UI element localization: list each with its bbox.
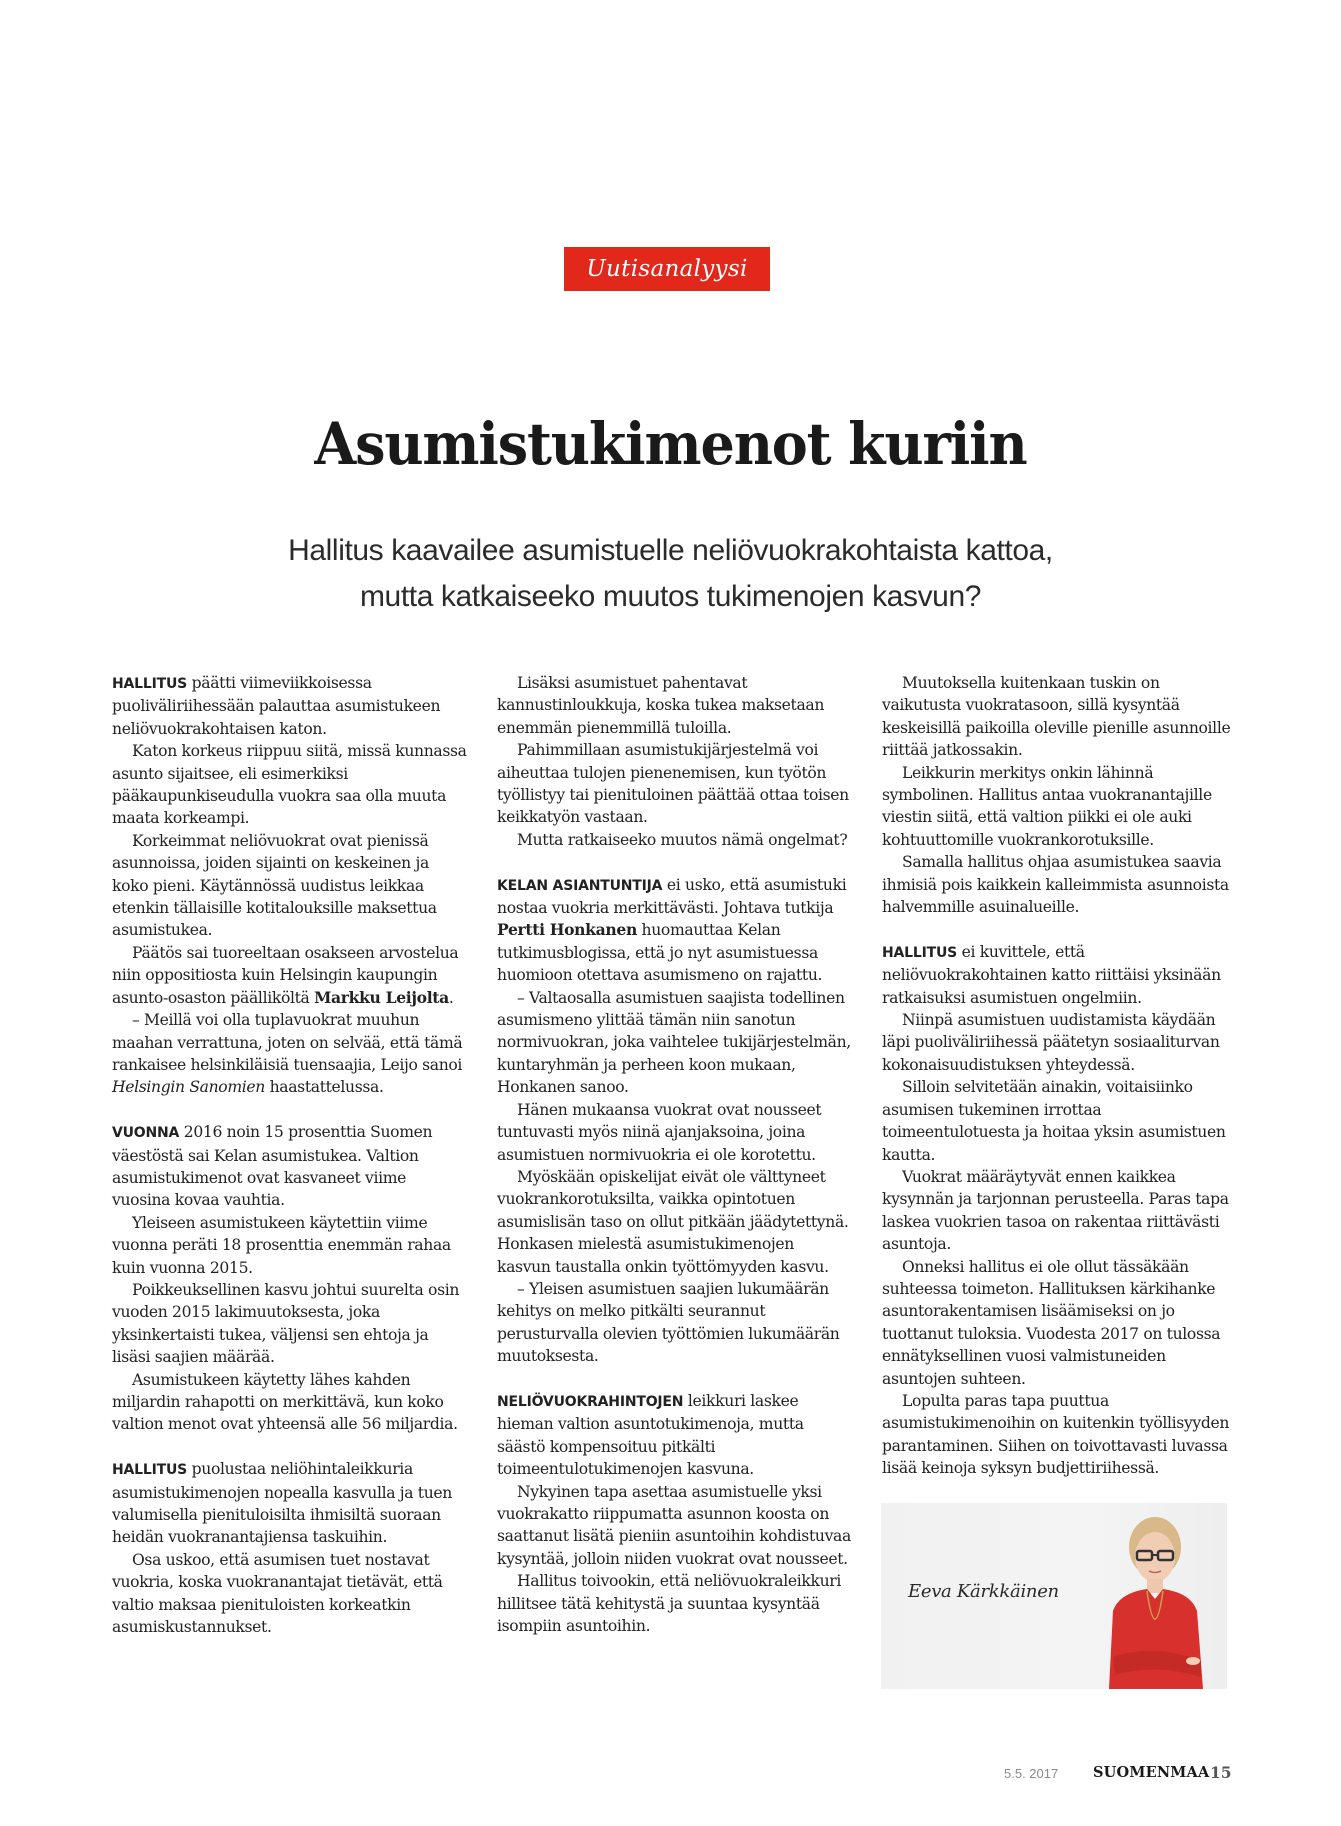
lead-in: KELAN ASIANTUNTIJA — [497, 877, 663, 894]
paragraph: Leikkurin merkitys onkin lähinnä symbolinen. Hallitus antaa vuokranantajille viestin siitä, että valtion piikki ei ole auki kohtuuttomille vuokrankorotuksille. — [882, 763, 1212, 849]
issue-date: 5.5. 2017 — [1004, 1766, 1059, 1781]
paragraph: Vuokrat määräytyvät ennen kaikkea kysynnän ja tarjonnan perusteella. Paras tapa laskea vuokrien tasoa on rakentaa riittävästi asuntoja. — [882, 1167, 1229, 1254]
face-shape — [1135, 1532, 1175, 1582]
paragraph: Nykyinen tapa asettaa asumistuelle yksi vuokrakatto riippumatta asunnon koosta on saattanut lisätä pieniin asuntoihin kohdistuvaa kysyntää, jolloin niiden vuokrat ovat nousseet. — [497, 1482, 851, 1568]
paragraph — [112, 942, 467, 1009]
paragraph-text: ei usko, että asumistuki nostaa vuokria merkittävästi. Johtava tutkija — [497, 875, 847, 918]
paragraph: Onneksi hallitus ei ole ollut tässäkään suhteessa toimeton. Hallituksen kärkihanke asuntorakentamisen lisäämiseksi on jo tuottanut tuloksia. Vuodesta 2017 on tulossa ennätyksellinen vuosi valmistuneiden asuntojen suhteen. — [882, 1257, 1221, 1388]
paragraph: Osa uskoo, että asumisen tuet nostavat vuokria, koska vuokranantajat tietävät, että valtio maksaa pienituloisten korkeatkin asumiskustannukset. — [112, 1550, 443, 1637]
paragraph — [497, 874, 852, 987]
paragraph: Samalla hallitus ohjaa asumistukea saavia ihmisiä pois kaikkein kalleimmista asunnoista halvemmille asuinalueille. — [882, 853, 1229, 917]
hand-shape — [1186, 1657, 1200, 1665]
author-name: Eeva Kärkkäinen — [908, 1581, 1059, 1602]
author-photo — [881, 1503, 1227, 1689]
paragraph: Hallitus toivookin, että neliövuokraleikkuri hillitsee tätä kehitystä ja suuntaa kysyntää isompiin asuntoihin. — [497, 1572, 842, 1636]
person-name: Pertti Honkanen — [497, 920, 637, 940]
paragraph — [497, 1390, 852, 1481]
lead-in: VUONNA — [112, 1125, 180, 1142]
shirt-shape — [1109, 1589, 1203, 1689]
paragraph-text: . — [448, 988, 454, 1007]
paragraph-text: huomauttaa Kelan tutkimusblogissa, että jo nyt asumistuessa huomioon otettava asumismeno on rajattu. — [497, 921, 823, 985]
paragraph: Asumistukeen käytetty lähes kahden miljardin rahapotti on merkittävä, kun koko valtion menot ovat yhteensä alle 56 miljardia. — [112, 1370, 458, 1434]
paragraph — [112, 1121, 467, 1212]
paragraph: Myöskään opiskelijat eivät ole välttyneet vuokrankorotuksilta, vaikka opintotuen asumislisän taso on ollut pitkään jäädytettynä. Honkasen mielestä asumistukimenojen kasvun taustalla onkin työttömyyden kasvu. — [497, 1167, 849, 1276]
quote-paragraph: – Valtaosalla asumistuen saajista todellinen asumismeno ylittää tämän niin sanotun normivuokran, joka vaihtelee tukijärjestelmän, kuntaryhmän ja perheen koon mukaan, Honkanen sanoo. — [497, 988, 851, 1097]
paragraph — [112, 1458, 467, 1549]
author-portrait-illustration — [1089, 1507, 1221, 1689]
paragraph: Muutoksella kuitenkaan tuskin on vaikutusta vuokratasoon, sillä kysyntää keskeisillä paikoilla oleville pienille asunnoille riittää jatkossakin. — [882, 674, 1231, 760]
lead-in: HALLITUS — [112, 676, 188, 692]
article-subheading — [0, 528, 1341, 620]
paragraph-text: haastattelussa. — [264, 1078, 384, 1097]
neck-shape — [1147, 1579, 1163, 1593]
publication-name: Helsingin Sanomien — [112, 1078, 265, 1097]
article-column-1 — [112, 672, 467, 1638]
lead-in: NELIÖVUOKRAHINTOJEN — [497, 1393, 684, 1410]
article-column-3 — [882, 672, 1237, 1480]
publication-name-footer: SUOMENMAA — [1093, 1764, 1210, 1781]
quote-paragraph: – Yleisen asumistuen saajien lukumäärän kehitys on melko pitkälti seurannut perusturvalla olevien työttömien lukumäärän muutoksesta. — [497, 1279, 840, 1366]
paragraph: Pahimmillaan asumistukijärjestelmä voi aiheuttaa tulojen pienenemisen, kun työtön työllistyy tai pienituloinen päättää ottaa toisen keikkatyön vastaan. — [497, 741, 849, 827]
paragraph: Yleiseen asumistukeen käytettiin viime vuonna peräti 18 prosenttia enemmän rahaa kuin vuonna 2015. — [112, 1213, 451, 1277]
paragraph-text: – Meillä voi olla tuplavuokrat muuhun maahan verrattuna, joten on selvää, että tämä rankaisee helsinkiläisiä tuensaajia, Leijo sanoi — [112, 1011, 463, 1074]
paragraph: Mutta ratkaiseeko muutos nämä ongelmat? — [517, 830, 848, 849]
lead-in: HALLITUS — [112, 1462, 188, 1479]
paragraph-text: puolustaa neliöhintaleikkuria asumistukimenojen nopealla kasvulla ja tuen valumisella pienituloisilta ihmisiltä suoraan heidän vuokranantajiensa taskuihin. — [112, 1460, 452, 1547]
paragraph-text: päätti viimeviikkoisessa puoliväliriihessään palauttaa asumistukeen neliövuokrakohtaisen katon. — [112, 674, 441, 738]
quote-paragraph — [112, 1009, 467, 1099]
paragraph: Silloin selvitetään ainakin, voitaisiinko asumisen tukeminen irrottaa toimeentulotuesta ja hoitaa yksin asumistuen kautta. — [882, 1078, 1226, 1164]
paragraph — [112, 672, 467, 740]
paragraph-text: 2016 noin 15 prosenttia Suomen väestöstä sai Kelan asumistukea. Valtion asumistukimenot ovat kasvaneet viime vuosina kovaa vauhtia. — [112, 1123, 433, 1210]
paragraph: Poikkeuksellinen kasvu johtui suurelta osin vuoden 2015 lakimuutoksesta, joka yksinkertaisti tukea, väljensi sen ehtoja ja lisäsi saajien määrää. — [112, 1280, 460, 1367]
paragraph: Niinpä asumistuen uudistamista käydään läpi puoliväliriihessä päätetyn sosiaaliturvan kokonaisuudistuksen yhteydessä. — [882, 1011, 1220, 1074]
person-name: Markku Leijolta — [314, 987, 449, 1007]
paragraph-text: leikkuri laskee hieman valtion asuntotukimenoja, mutta säästö kompensoituu pitkälti toimeentulotukimenojen kasvuna. — [497, 1391, 804, 1479]
paragraph: Lopulta paras tapa puuttua asumistukimenoihin on kuitenkin työllisyyden parantaminen. Siihen on toivottavasti luvassa lisää keinoja syksyn budjettiriihessä. — [882, 1391, 1230, 1478]
lead-in: HALLITUS — [882, 944, 958, 961]
section-kicker: Uutisanalyysi — [564, 247, 770, 291]
paragraph — [882, 941, 1237, 1009]
page-number: 15 — [1210, 1763, 1232, 1782]
subheading-line-2: mutta katkaiseeko muutos tukimenojen kasvun? — [359, 580, 982, 613]
article-column-2 — [497, 672, 852, 1637]
paragraph-text: ei kuvittele, että neliövuokrakohtainen katto riittäisi yksinään ratkaisuksi asumistuen ongelmiin. — [882, 942, 1221, 1007]
paragraph-text: Päätös sai tuoreeltaan osakseen arvostelua niin oppositiosta kuin Helsingin kaupungin asunto-osaston päälliköltä — [112, 943, 459, 1007]
paragraph: Korkeimmat neliövuokrat ovat pienissä asunnoissa, joiden sijainti on keskeinen ja koko pieni. Käytännössä uudistus leikkaa etenkin tällaisille kotitalouksille maksettua asumistukea. — [112, 831, 437, 940]
paragraph: Katon korkeus riippuu siitä, missä kunnassa asunto sijaitsee, eli esimerkiksi pääkaupunkiseudulla vuokra saa olla muuta maata korkeampi. — [112, 742, 467, 828]
paragraph: Lisäksi asumistuet pahentavat kannustinloukkuja, koska tukea maksetaan enemmän pienemmillä tuloilla. — [497, 674, 825, 737]
subheading-line-1: Hallitus kaavailee asumistuelle neliövuokrakohtaista kattoa, — [288, 534, 1053, 567]
article-headline: Asumistukimenot kuriin — [314, 410, 1027, 478]
paragraph: Hänen mukaansa vuokrat ovat nousseet tuntuvasti myös niinä ajanjaksoina, joina asumistuen normivuokria ei ole korotettu. — [497, 1100, 822, 1164]
